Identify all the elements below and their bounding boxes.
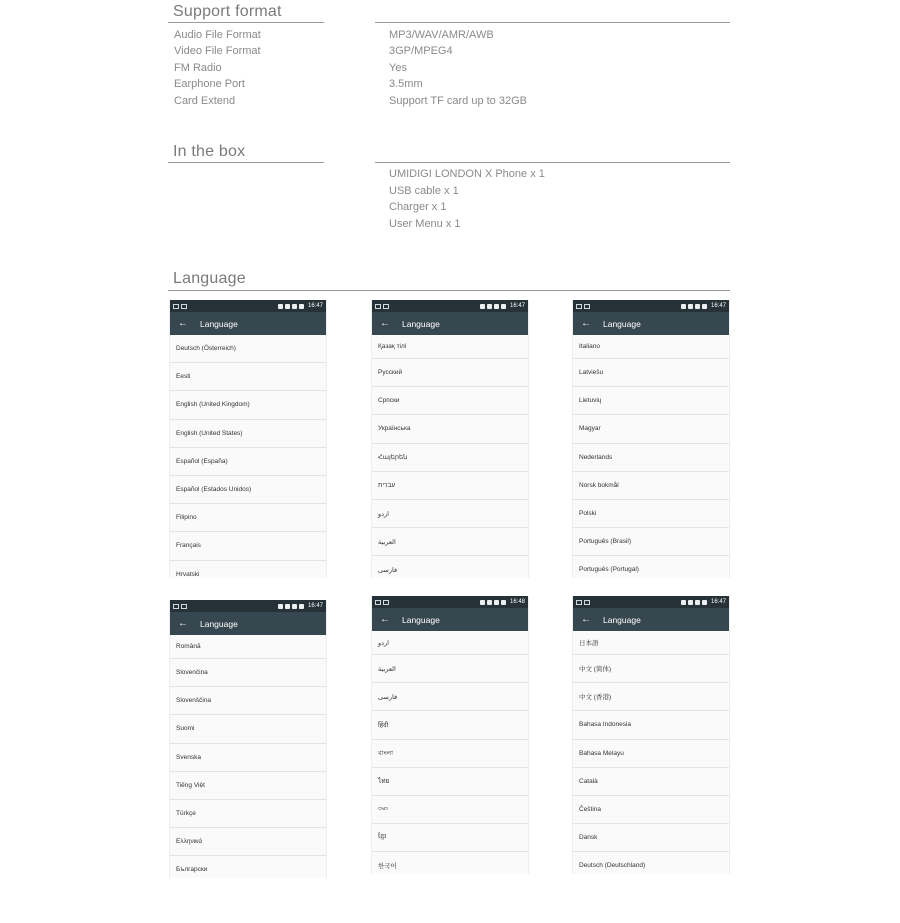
app-bar <box>573 608 729 631</box>
image-icon <box>584 600 590 605</box>
language-option[interactable]: Bahasa Indonesia <box>573 711 729 739</box>
language-option[interactable]: Português (Brasil) <box>573 528 729 556</box>
spec-label: FM Radio <box>174 62 222 74</box>
app-bar <box>372 312 528 335</box>
language-option[interactable]: Español (Estados Unidos) <box>170 476 326 504</box>
language-option[interactable]: Slovenščina <box>170 687 326 715</box>
spec-value: 3.5mm <box>389 78 423 90</box>
language-option[interactable]: Slovenčina <box>170 659 326 687</box>
battery-icon <box>501 304 506 309</box>
spec-label: Video File Format <box>174 45 261 57</box>
language-option[interactable]: Deutsch (Deutschland) <box>573 852 729 874</box>
language-option[interactable]: Español (España) <box>170 448 326 476</box>
spec-value: Yes <box>389 62 407 74</box>
back-arrow-icon[interactable]: ← <box>581 614 591 625</box>
language-option[interactable]: Italiano <box>573 335 729 359</box>
support-format-rule-left <box>168 22 324 23</box>
status-time: 16:47 <box>307 603 323 609</box>
language-option[interactable]: Eesti <box>170 363 326 391</box>
notification-icon <box>576 600 582 605</box>
status-bar <box>372 300 528 312</box>
signal-icon <box>292 604 297 609</box>
signal-icon <box>695 304 700 309</box>
box-item: User Menu x 1 <box>389 218 461 230</box>
language-option[interactable]: Tiếng Việt <box>170 772 326 800</box>
box-item: UMIDIGI LONDON X Phone x 1 <box>389 168 545 180</box>
language-screen-5 <box>371 596 529 874</box>
language-option[interactable]: Română <box>170 635 326 659</box>
language-option[interactable]: اردو <box>372 500 528 528</box>
language-screen-3 <box>572 300 730 578</box>
support-format-title: Support format <box>173 3 282 20</box>
spec-value: MP3/WAV/AMR/AWB <box>389 29 494 41</box>
battery-icon <box>702 600 707 605</box>
status-bar <box>170 300 326 312</box>
language-option[interactable]: Čeština <box>573 796 729 824</box>
language-list <box>573 631 729 874</box>
data-icon <box>278 304 283 309</box>
language-section-title: Language <box>173 270 246 287</box>
language-list <box>573 335 729 578</box>
app-bar <box>170 612 326 635</box>
language-option[interactable]: Filipino <box>170 504 326 532</box>
language-option[interactable]: বাংলা <box>372 740 528 768</box>
language-option[interactable]: Қазақ тілі <box>372 335 528 359</box>
language-option[interactable]: ไทย <box>372 768 528 796</box>
battery-icon <box>299 304 304 309</box>
language-screen-2 <box>371 300 529 578</box>
status-time: 16:48 <box>509 599 525 605</box>
image-icon <box>181 604 187 609</box>
back-arrow-icon[interactable]: ← <box>380 318 390 329</box>
wifi-icon <box>688 304 693 309</box>
in-the-box-rule-right <box>375 162 730 163</box>
language-option[interactable]: 한국어 <box>372 852 528 874</box>
in-the-box-title: In the box <box>173 143 246 160</box>
wifi-icon <box>285 604 290 609</box>
language-option[interactable]: Français <box>170 532 326 560</box>
language-option[interactable]: Deutsch (Österreich) <box>170 335 326 363</box>
wifi-icon <box>688 600 693 605</box>
notification-icon <box>576 304 582 309</box>
image-icon <box>584 304 590 309</box>
language-option[interactable]: Русский <box>372 359 528 387</box>
language-list <box>372 631 528 874</box>
language-option[interactable]: Українська <box>372 415 528 443</box>
language-rule <box>168 290 730 291</box>
language-option[interactable]: Català <box>573 768 729 796</box>
language-option[interactable]: Հայերեն <box>372 444 528 472</box>
language-option[interactable]: العربية <box>372 528 528 556</box>
image-icon <box>181 304 187 309</box>
language-screen-4 <box>169 600 327 878</box>
language-option[interactable]: Norsk bokmål <box>573 472 729 500</box>
box-item: Charger x 1 <box>389 201 447 213</box>
language-list <box>170 335 326 578</box>
in-the-box-rule-left <box>168 162 324 163</box>
language-option[interactable]: العربية <box>372 655 528 683</box>
status-time: 16:47 <box>710 303 726 309</box>
app-bar <box>372 608 528 631</box>
back-arrow-icon[interactable]: ← <box>178 618 188 629</box>
notification-icon <box>173 604 179 609</box>
language-option[interactable]: Suomi <box>170 715 326 743</box>
app-bar-title: Language <box>402 318 440 329</box>
language-option[interactable]: Български <box>170 856 326 878</box>
battery-icon <box>702 304 707 309</box>
notification-icon <box>375 600 381 605</box>
app-bar-title: Language <box>200 618 238 629</box>
spec-value: 3GP/MPEG4 <box>389 45 453 57</box>
image-icon <box>383 304 389 309</box>
status-time: 16:47 <box>710 599 726 605</box>
back-arrow-icon[interactable]: ← <box>581 318 591 329</box>
status-bar <box>170 600 326 612</box>
wifi-icon <box>285 304 290 309</box>
language-option[interactable]: فارسی <box>372 683 528 711</box>
spec-label: Audio File Format <box>174 29 261 41</box>
language-option[interactable]: Magyar <box>573 415 729 443</box>
language-option[interactable]: Српски <box>372 387 528 415</box>
language-option[interactable]: Português (Portugal) <box>573 556 729 578</box>
language-option[interactable]: Nederlands <box>573 444 729 472</box>
language-list <box>170 635 326 878</box>
signal-icon <box>494 600 499 605</box>
data-icon <box>681 304 686 309</box>
data-icon <box>681 600 686 605</box>
language-option[interactable]: हिंदी <box>372 711 528 739</box>
language-option[interactable]: English (United States) <box>170 420 326 448</box>
signal-icon <box>292 304 297 309</box>
wifi-icon <box>487 600 492 605</box>
language-option[interactable]: עברית <box>372 472 528 500</box>
signal-icon <box>494 304 499 309</box>
battery-icon <box>299 604 304 609</box>
language-option[interactable]: Ελληνικά <box>170 828 326 856</box>
spec-value: Support TF card up to 32GB <box>389 95 527 107</box>
language-option[interactable]: 日本語 <box>573 631 729 655</box>
spec-label: Earphone Port <box>174 78 245 90</box>
language-option[interactable]: Polski <box>573 500 729 528</box>
app-bar-title: Language <box>402 614 440 625</box>
status-time: 16:47 <box>307 303 323 309</box>
language-screen-6 <box>572 596 730 874</box>
wifi-icon <box>487 304 492 309</box>
data-icon <box>480 304 485 309</box>
app-bar <box>573 312 729 335</box>
notification-icon <box>173 304 179 309</box>
status-time: 16:47 <box>509 303 525 309</box>
status-bar <box>573 596 729 608</box>
box-item: USB cable x 1 <box>389 185 459 197</box>
language-list <box>372 335 528 578</box>
language-option[interactable]: ဗမာ <box>372 796 528 824</box>
language-option[interactable]: 中文 (香港) <box>573 683 729 711</box>
language-option[interactable]: ខ្មែរ <box>372 824 528 852</box>
language-option[interactable]: Hrvatski <box>170 561 326 579</box>
signal-icon <box>695 600 700 605</box>
data-icon <box>480 600 485 605</box>
language-option[interactable]: Bahasa Melayu <box>573 740 729 768</box>
support-format-rule-right <box>375 22 730 23</box>
language-option[interactable]: English (United Kingdom) <box>170 391 326 419</box>
battery-icon <box>501 600 506 605</box>
data-icon <box>278 604 283 609</box>
status-bar <box>372 596 528 608</box>
language-option[interactable]: Lietuvių <box>573 387 729 415</box>
app-bar-title: Language <box>603 614 641 625</box>
notification-icon <box>375 304 381 309</box>
language-screen-1 <box>169 300 327 578</box>
app-bar <box>170 312 326 335</box>
back-arrow-icon[interactable]: ← <box>380 614 390 625</box>
language-option[interactable]: Türkçe <box>170 800 326 828</box>
image-icon <box>383 600 389 605</box>
language-option[interactable]: فارسی <box>372 556 528 578</box>
back-arrow-icon[interactable]: ← <box>178 318 188 329</box>
status-bar <box>573 300 729 312</box>
language-option[interactable]: Svenska <box>170 744 326 772</box>
spec-label: Card Extend <box>174 95 236 107</box>
app-bar-title: Language <box>603 318 641 329</box>
language-option[interactable]: Dansk <box>573 824 729 852</box>
language-option[interactable]: Latviešu <box>573 359 729 387</box>
language-option[interactable]: 中文 (简体) <box>573 655 729 683</box>
app-bar-title: Language <box>200 318 238 329</box>
language-option[interactable]: اردو <box>372 631 528 655</box>
